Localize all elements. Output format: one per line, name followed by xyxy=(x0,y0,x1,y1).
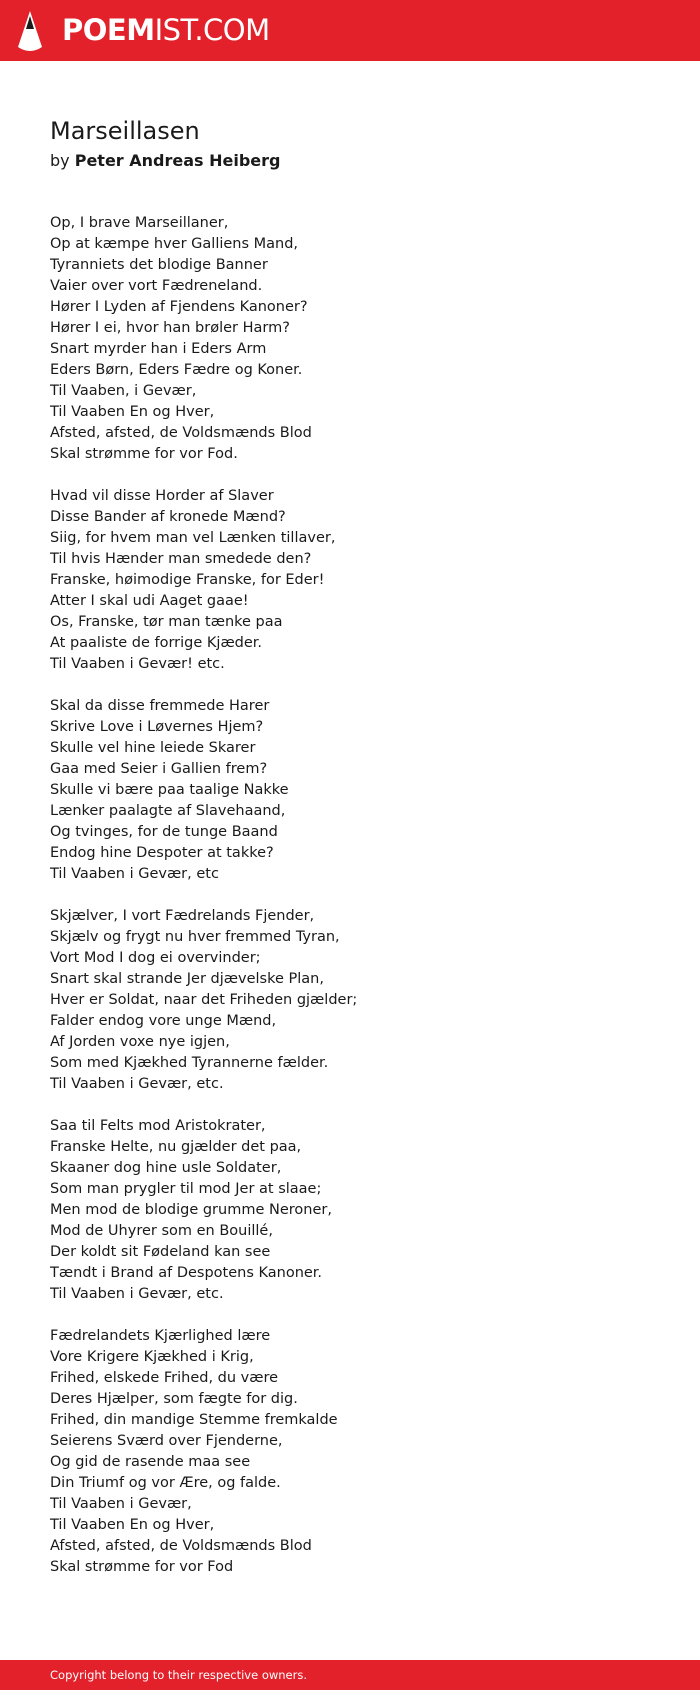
poem-line: Til Vaaben i Gevær! etc. xyxy=(50,656,225,672)
poem-line: Atter I skal udi Aaget gaae! xyxy=(50,593,249,609)
poem-line: Som med Kjækhed Tyrannerne fælder. xyxy=(50,1055,329,1071)
poem-line: Til Vaaben En og Hver, xyxy=(50,1517,215,1533)
poem-line: Til Vaaben i Gevær, etc. xyxy=(50,1286,224,1302)
poem-line: Skjælver, I vort Fædrelands Fjender, xyxy=(50,908,315,924)
poem-line: Til Vaaben, i Gevær, xyxy=(50,383,197,399)
poem-line: Til Vaaben i Gevær, etc xyxy=(50,866,219,882)
poem-line: Lænker paalagte af Slavehaand, xyxy=(50,803,286,819)
poem-line: Til Vaaben En og Hver, xyxy=(50,404,215,420)
poem-line: Franske Helte, nu gjælder det paa, xyxy=(50,1139,302,1155)
poem-line: Snart skal strande Jer djævelske Plan, xyxy=(50,971,324,987)
poem-line: Eders Børn, Eders Fædre og Koner. xyxy=(50,362,303,378)
poem-line: Til Vaaben i Gevær, etc. xyxy=(50,1076,224,1092)
poem-line: Og tvinges, for de tunge Baand xyxy=(50,824,278,840)
poem-body xyxy=(50,213,650,1578)
poem-line: Os, Franske, tør man tænke paa xyxy=(50,614,283,630)
poem-line: Til hvis Hænder man smedede den? xyxy=(50,551,312,567)
poem-line: Endog hine Despoter at takke? xyxy=(50,845,274,861)
poem-byline xyxy=(50,149,650,173)
poem-line: Afsted, afsted, de Voldsmænds Blod xyxy=(50,1538,312,1554)
poem-line: Mod de Uhyrer som en Bouillé, xyxy=(50,1223,273,1239)
pencil-icon xyxy=(18,11,42,51)
poem-line: Tændt i Brand af Despotens Kanoner. xyxy=(50,1265,323,1281)
poem-stanza xyxy=(50,1116,650,1305)
poem-line: Din Triumf og vor Ære, og falde. xyxy=(50,1475,281,1491)
poem-line: Frihed, elskede Frihed, du være xyxy=(50,1370,279,1386)
site-header xyxy=(0,0,700,61)
poem-line: Falder endog vore unge Mænd, xyxy=(50,1013,277,1029)
poem-stanza xyxy=(50,486,650,675)
poem-line: Skal strømme for vor Fod xyxy=(50,1559,234,1575)
poem-line: Deres Hjælper, som fægte for dig. xyxy=(50,1391,298,1407)
poem-line: Seierens Sværd over Fjenderne, xyxy=(50,1433,283,1449)
poem-line: Og gid de rasende maa see xyxy=(50,1454,251,1470)
poem-line: Skjælv og frygt nu hver fremmed Tyran, xyxy=(50,929,340,945)
poem-line: Hører I ei, hvor han brøler Harm? xyxy=(50,320,290,336)
poem-line: Hører I Lyden af Fjendens Kanoner? xyxy=(50,299,308,315)
poem-line: Gaa med Seier i Gallien frem? xyxy=(50,761,268,777)
logo-bold-part: POEM xyxy=(62,13,155,47)
poem-line: Frihed, din mandige Stemme fremkalde xyxy=(50,1412,338,1428)
poem-line: Op, I brave Marseillaner, xyxy=(50,215,229,231)
poem-line: Snart myrder han i Eders Arm xyxy=(50,341,267,357)
site-logo-text[interactable] xyxy=(62,10,270,50)
poem-stanza xyxy=(50,906,650,1095)
poem-line: Hvad vil disse Horder af Slaver xyxy=(50,488,274,504)
site-footer xyxy=(0,1660,700,1690)
poem-line: Tyranniets det blodige Banner xyxy=(50,257,268,273)
poem-line: Afsted, afsted, de Voldsmænds Blod xyxy=(50,425,312,441)
poem-line: Vaier over vort Fædreneland. xyxy=(50,278,263,294)
poem-line: Skrive Love i Løvernes Hjem? xyxy=(50,719,264,735)
poem-line: Som man prygler til mod Jer at slaae; xyxy=(50,1181,322,1197)
poem-stanza xyxy=(50,696,650,885)
logo-light-part: IST.COM xyxy=(154,13,270,47)
poem-title: Marseillasen xyxy=(50,117,200,145)
poem-line: Skulle vi bære paa taalige Nakke xyxy=(50,782,289,798)
poem-stanza xyxy=(50,213,650,465)
poem-line: Fædrelandets Kjærlighed lære xyxy=(50,1328,271,1344)
poem-line: Vort Mod I dog ei overvinder; xyxy=(50,950,261,966)
poem-author: Peter Andreas Heiberg xyxy=(74,151,281,170)
poem-line: Hver er Soldat, naar det Friheden gjælder; xyxy=(50,992,358,1008)
byline-prefix: by xyxy=(50,151,70,170)
poem-line: Skal da disse fremmede Harer xyxy=(50,698,270,714)
poem-line: Franske, høimodige Franske, for Eder! xyxy=(50,572,325,588)
poem-line: Siig, for hvem man vel Lænken tillaver, xyxy=(50,530,336,546)
poem-line: Til Vaaben i Gevær, xyxy=(50,1496,192,1512)
poem-line: Men mod de blodige grumme Neroner, xyxy=(50,1202,332,1218)
poem-line: Op at kæmpe hver Galliens Mand, xyxy=(50,236,299,252)
poem-line: Skaaner dog hine usle Soldater, xyxy=(50,1160,282,1176)
poem-line: Skulle vel hine leiede Skarer xyxy=(50,740,256,756)
poem-line: Skal strømme for vor Fod. xyxy=(50,446,238,462)
poem-content xyxy=(50,113,650,1599)
poem-line: Der koldt sit Fødeland kan see xyxy=(50,1244,271,1260)
poem-line: At paaliste de forrige Kjæder. xyxy=(50,635,263,651)
poem-line: Af Jorden voxe nye igjen, xyxy=(50,1034,230,1050)
poem-stanza xyxy=(50,1326,650,1578)
poem-line: Disse Bander af kronede Mænd? xyxy=(50,509,286,525)
footer-copyright: Copyright belong to their respective owners. xyxy=(50,1668,308,1682)
poem-line: Saa til Felts mod Aristokrater, xyxy=(50,1118,266,1134)
poem-line: Vore Krigere Kjækhed i Krig, xyxy=(50,1349,254,1365)
